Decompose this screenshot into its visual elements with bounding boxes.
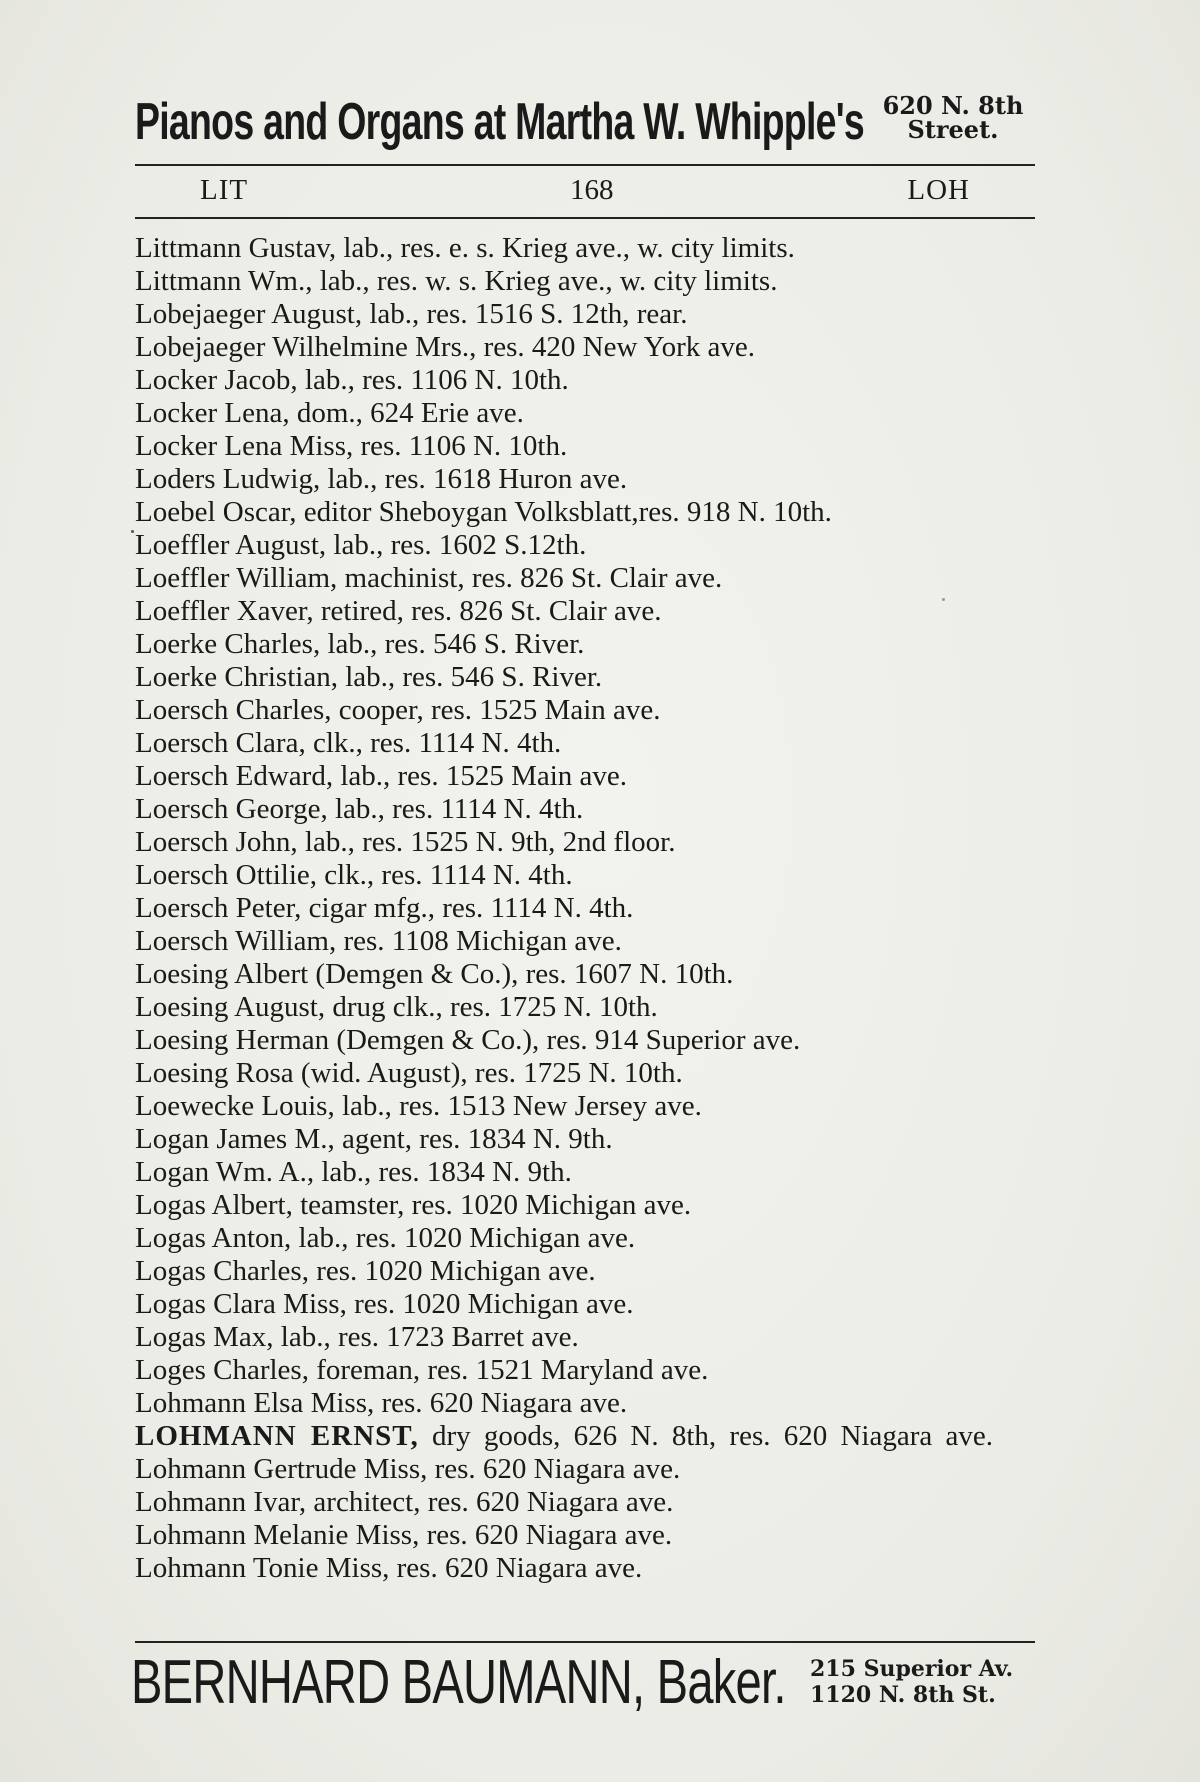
- directory-entry: Loersch Peter, cigar mfg., res. 1114 N. 4th.: [135, 892, 634, 924]
- header-advertisement: [135, 90, 1035, 160]
- directory-entry: Lohmann Ivar, architect, res. 620 Niagara ave.: [135, 1486, 674, 1518]
- header-divider: [135, 217, 1035, 219]
- directory-entry: Loesing Rosa (wid. August), res. 1725 N. 10th.: [135, 1057, 683, 1089]
- directory-entry: Loesing August, drug clk., res. 1725 N. 10th.: [135, 991, 658, 1023]
- directory-entry: Logas Anton, lab., res. 1020 Michigan ave.: [135, 1222, 636, 1254]
- directory-entry: Loeffler August, lab., res. 1602 S.12th.: [135, 529, 587, 561]
- directory-entry: Loewecke Louis, lab., res. 1513 New Jersey ave.: [135, 1090, 702, 1122]
- directory-entry: Loesing Herman (Demgen & Co.), res. 914 Superior ave.: [135, 1024, 801, 1056]
- entries-group-before: [135, 232, 1035, 1420]
- bold-entry-name: LOHMANN ERNST,: [135, 1420, 419, 1452]
- directory-entry: Loersch William, res. 1108 Michigan ave.: [135, 925, 622, 957]
- directory-entry: Lohmann Gertrude Miss, res. 620 Niagara ave.: [135, 1453, 681, 1485]
- footer-ad-text: BERNHARD BAUMANN, Baker.: [131, 1648, 786, 1717]
- directory-entry: Logas Max, lab., res. 1723 Barret ave.: [135, 1321, 579, 1353]
- directory-entry: Loersch Clara, clk., res. 1114 N. 4th.: [135, 727, 562, 759]
- running-head-left: LIT: [200, 174, 249, 206]
- page-number: 168: [570, 174, 614, 206]
- directory-entry: Loersch John, lab., res. 1525 N. 9th, 2nd floor.: [135, 826, 676, 858]
- header-ad-address: [868, 91, 1038, 144]
- directory-entry: Littmann Gustav, lab., res. e. s. Krieg ave., w. city limits.: [135, 232, 795, 264]
- directory-entry: Loebel Oscar, editor Sheboygan Volksblatt,res. 918 N. 10th.: [135, 496, 832, 528]
- footer-advertisement: [131, 1648, 1035, 1720]
- directory-entry: Locker Lena, dom., 624 Erie ave.: [135, 397, 524, 429]
- directory-entry: Loesing Albert (Demgen & Co.), res. 1607 N. 10th.: [135, 958, 734, 990]
- directory-entry: Loeffler William, machinist, res. 826 St. Clair ave.: [135, 562, 723, 594]
- entries-group-after: [135, 1453, 1035, 1585]
- directory-entry: Locker Jacob, lab., res. 1106 N. 10th.: [135, 364, 569, 396]
- directory-entry: Loersch Charles, cooper, res. 1525 Main ave.: [135, 694, 661, 726]
- top-divider: [135, 164, 1035, 166]
- directory-entry: Loeffler Xaver, retired, res. 826 St. Clair ave.: [135, 595, 662, 627]
- running-head: [135, 170, 1035, 210]
- directory-entry: Logas Charles, res. 1020 Michigan ave.: [135, 1255, 596, 1287]
- header-ad-address-line2: Street.: [907, 115, 999, 144]
- directory-entry: Logan James M., agent, res. 1834 N. 9th.: [135, 1123, 613, 1155]
- directory-entry: Lobejaeger Wilhelmine Mrs., res. 420 New York ave.: [135, 331, 756, 363]
- running-head-right: LOH: [907, 174, 970, 206]
- directory-entry: Loersch Edward, lab., res. 1525 Main ave.: [135, 760, 628, 792]
- directory-entry: Lohmann Elsa Miss, res. 620 Niagara ave.: [135, 1387, 628, 1419]
- directory-entry: Lobejaeger August, lab., res. 1516 S. 12th, rear.: [135, 298, 688, 330]
- header-ad-text: Pianos and Organs at Martha W. Whipple's: [135, 93, 865, 151]
- directory-entry: Logas Clara Miss, res. 1020 Michigan ave.: [135, 1288, 634, 1320]
- directory-entry: Logan Wm. A., lab., res. 1834 N. 9th.: [135, 1156, 572, 1188]
- directory-entry: Loges Charles, foreman, res. 1521 Maryland ave.: [135, 1354, 709, 1386]
- directory-listing: [135, 232, 1035, 1585]
- header-ad-address-line1: 620 N. 8th: [882, 91, 1024, 120]
- directory-entry: Lohmann Melanie Miss, res. 620 Niagara ave.: [135, 1519, 673, 1551]
- directory-entry: Littmann Wm., lab., res. w. s. Krieg ave., w. city limits.: [135, 265, 778, 297]
- directory-entry-bold: [135, 1420, 1035, 1453]
- footer-divider: [135, 1641, 1035, 1643]
- directory-entry: Logas Albert, teamster, res. 1020 Michigan ave.: [135, 1189, 692, 1221]
- directory-entry: Loerke Charles, lab., res. 546 S. River.: [135, 628, 585, 660]
- print-speck: [942, 598, 945, 601]
- directory-entry: Locker Lena Miss, res. 1106 N. 10th.: [135, 430, 568, 462]
- directory-entry: Loders Ludwig, lab., res. 1618 Huron ave.: [135, 463, 628, 495]
- footer-ad-address-line1: 215 Superior Av.: [810, 1656, 1014, 1682]
- directory-entry: Loersch George, lab., res. 1114 N. 4th.: [135, 793, 584, 825]
- directory-entry: Lohmann Tonie Miss, res. 620 Niagara ave.: [135, 1552, 643, 1584]
- footer-ad-address: [810, 1656, 1050, 1708]
- directory-entry: Loerke Christian, lab., res. 546 S. River.: [135, 661, 603, 693]
- print-speck: [131, 530, 134, 533]
- directory-entry: Loersch Ottilie, clk., res. 1114 N. 4th.: [135, 859, 573, 891]
- bold-entry-details: dry goods, 626 N. 8th, res. 620 Niagara ave.: [418, 1420, 993, 1452]
- footer-ad-address-line2: 1120 N. 8th St.: [810, 1682, 996, 1708]
